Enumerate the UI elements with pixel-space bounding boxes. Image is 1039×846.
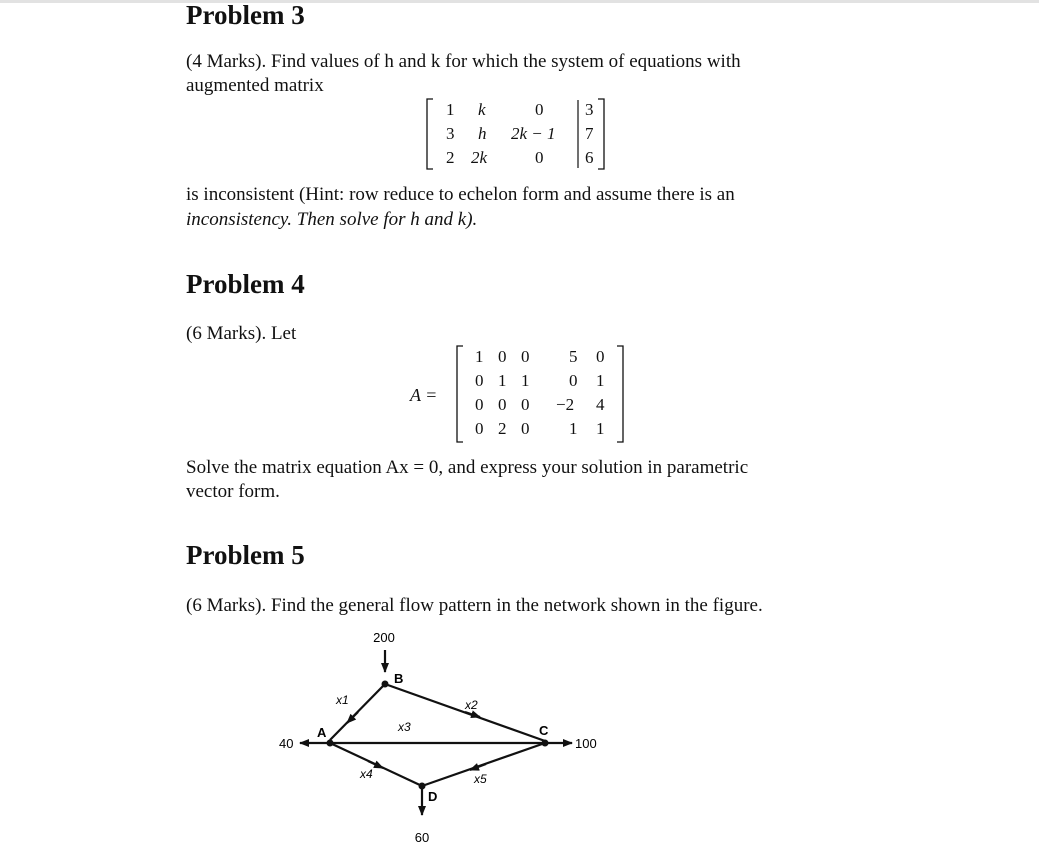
m4-cell: 2: [498, 419, 507, 438]
m3-cell: 3: [446, 124, 455, 143]
m3-cell: 0: [535, 100, 544, 119]
m3-cell: 0: [535, 148, 544, 167]
m4-cell: 0: [475, 395, 484, 414]
m3-cell: 7: [585, 124, 594, 143]
problem3-after-line1: is inconsistent (Hint: row reduce to echelon form and assume there is an: [186, 184, 735, 205]
outflow-c-label: 100: [575, 736, 597, 751]
m4-cell: 0: [521, 395, 530, 414]
node-b-label: B: [394, 671, 404, 686]
m4-cell: 0: [596, 347, 605, 366]
problem4-text-line1: Solve the matrix equation Ax = 0, and express your solution in parametric: [186, 457, 749, 478]
problem3-after-line2: inconsistency. Then solve for h and k).: [186, 209, 478, 230]
node-d-label: D: [428, 789, 438, 804]
m3-cell: 3: [585, 100, 594, 119]
outflow-a-label: 40: [279, 736, 294, 751]
problem3-text-line2: augmented matrix: [186, 75, 324, 96]
node-b: [382, 681, 389, 688]
m3-cell: k: [478, 100, 486, 119]
m4-cell: 0: [521, 347, 530, 366]
m4-cell: 0: [521, 419, 530, 438]
edge-x1-label: x1: [336, 693, 349, 707]
inflow-b-label: 200: [373, 630, 395, 645]
m4-cell: 5: [569, 347, 578, 366]
problem4-text-line2: vector form.: [186, 481, 280, 502]
m4-cell: 1: [498, 371, 507, 390]
problem4-title: Problem 4: [186, 269, 305, 299]
node-d: [419, 783, 426, 790]
outflow-d-label: 60: [414, 830, 430, 845]
m3-cell: 2: [446, 148, 455, 167]
node-c: [542, 740, 549, 747]
problem5-title: Problem 5: [186, 540, 305, 570]
problem4-intro: (6 Marks). Let: [186, 323, 297, 344]
m3-cell: 2k: [471, 148, 488, 167]
m4-cell: 0: [498, 347, 507, 366]
m4-cell: −2: [556, 395, 575, 414]
m3-cell: 6: [585, 148, 594, 167]
m4-cell: 1: [596, 371, 605, 390]
m4-cell: 1: [521, 371, 530, 390]
matrix-a-label: A =: [410, 385, 438, 405]
m4-cell: 0: [475, 371, 484, 390]
edge-x5-label: x5: [474, 772, 487, 786]
m3-cell: 2k − 1: [511, 124, 556, 143]
node-c-label: C: [539, 723, 549, 738]
problem3-text: (4 Marks). Find values of h and k for which the system of equations with: [186, 51, 741, 72]
edge-x2-label: x2: [465, 698, 478, 712]
m3-cell: h: [478, 124, 487, 143]
problem5-text: (6 Marks). Find the general flow pattern in the network shown in the figure.: [186, 595, 763, 616]
m4-cell: 0: [569, 371, 578, 390]
m3-cell: 1: [446, 100, 455, 119]
problem3-title: Problem 3: [186, 0, 305, 30]
m4-cell: 1: [596, 419, 605, 438]
edge-x3-label: x3: [398, 720, 411, 734]
node-a-label: A: [317, 725, 327, 740]
node-a: [327, 740, 334, 747]
m4-cell: 0: [498, 395, 507, 414]
m4-cell: 1: [475, 347, 484, 366]
edge-x4-label: x4: [360, 767, 373, 781]
m4-cell: 4: [596, 395, 605, 414]
m4-cell: 1: [569, 419, 578, 438]
m4-cell: 0: [475, 419, 484, 438]
edge-x4: [330, 743, 422, 786]
